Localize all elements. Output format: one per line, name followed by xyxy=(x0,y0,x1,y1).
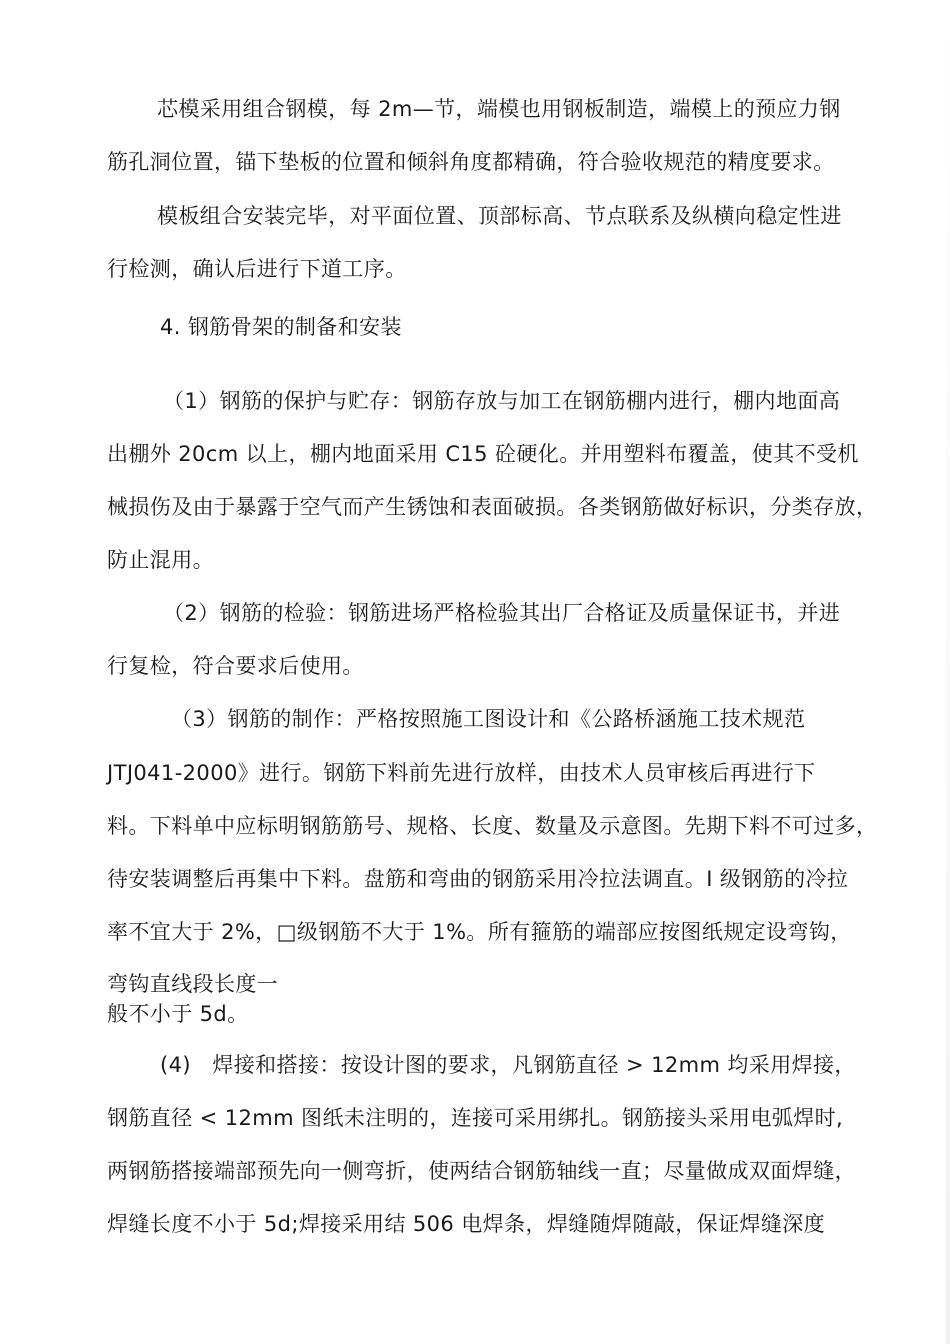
text-line: 两钢筋搭接端部预先向一侧弯折，使两结合钢筋轴线一直；尽量做成双面焊缝， xyxy=(107,1159,856,1183)
page-edge xyxy=(946,0,950,1344)
text-line: 行复检，符合要求后使用。 xyxy=(107,654,364,678)
text-line: 率不宜大于 2%，□级钢筋不大于 1%。所有箍筋的端部应按图纸规定设弯钩， xyxy=(107,920,852,944)
text-line: （1）钢筋的保护与贮存：钢筋存放与加工在钢筋棚内进行，棚内地面高 xyxy=(163,389,841,413)
text-line: 行检测，确认后进行下道工序。 xyxy=(107,257,407,281)
section-heading: 4. 钢筋骨架的制备和安装 xyxy=(160,315,402,339)
text-line: 料。下料单中应标明钢筋筋号、规格、长度、数量及示意图。先期下料不可过多， xyxy=(107,814,878,838)
text-line: 弯钩直线段长度一 xyxy=(107,972,279,996)
text-line: 械损伤及由于暴露于空气而产生锈蚀和表面破损。各类钢筋做好标识，分类存放， xyxy=(107,495,878,519)
text-line: 模板组合安装完毕，对平面位置、顶部标高、节点联系及纵横向稳定性进 xyxy=(157,204,842,228)
text-line: 芯模采用组合钢模，每 2m—节，端模也用钢板制造，端模上的预应力钢 xyxy=(157,97,841,121)
text-line: JTJ041-2000》进行。钢筋下料前先进行放样，由技术人员审核后再进行下 xyxy=(107,761,816,785)
text-line: 待安装调整后再集中下料。盘筋和弯曲的钢筋采用冷拉法调直。I 级钢筋的冷拉 xyxy=(107,867,849,891)
text-line: 筋孔洞位置，锚下垫板的位置和倾斜角度都精确，符合验收规范的精度要求。 xyxy=(107,150,835,174)
text-line: 防止混用。 xyxy=(107,548,214,572)
text-line: 出棚外 20cm 以上，棚内地面采用 C15 砼硬化。并用塑料布覆盖，使其不受机 xyxy=(107,442,859,466)
text-line: 钢筋直径 < 12mm 图纸未注明的，连接可采用绑扎。钢筋接头采用电弧焊时, xyxy=(107,1106,844,1130)
text-line: （2）钢筋的检验：钢筋进场严格检验其出厂合格证及质量保证书，并进 xyxy=(163,601,841,625)
text-line: 般不小于 5d。 xyxy=(107,1002,249,1026)
text-line: （3）钢筋的制作：严格按照施工图设计和《公路桥涵施工技术规范 xyxy=(171,707,806,731)
text-line: (4) 焊接和搭接：按设计图的要求，凡钢筋直径 > 12mm 均采用焊接， xyxy=(160,1053,856,1077)
text-line: 焊缝长度不小于 5d;焊接采用结 506 电焊条，焊缝随焊随敲，保证焊缝深度 xyxy=(107,1212,826,1236)
